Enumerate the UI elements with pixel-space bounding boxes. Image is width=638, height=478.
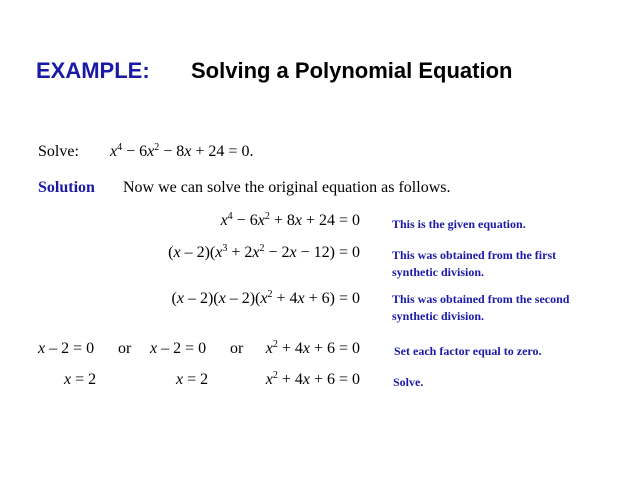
- problem-equation: $x^4 - 6x^2 - 8x + 24 = 0$.: [110, 142, 254, 160]
- factor-eq-2: x – 2 = 0: [150, 340, 207, 357]
- equation-given: $x^4 - 6x^2 + 8x + 24 = 0$: [220, 211, 360, 229]
- note-second-division-line1: This was obtained from the second: [392, 292, 570, 306]
- solve-label: Solve:: [38, 143, 79, 160]
- note-set-factors: Set each factor equal to zero.: [394, 344, 542, 358]
- example-label: EXAMPLE:: [36, 58, 150, 83]
- factor-eq-1: x – 2 = 0: [38, 340, 95, 357]
- solution-intro: Now we can solve the original equation as follows.: [123, 179, 451, 196]
- equation-first-division: $(x - 2)(x^3 + 2x^2 - 2x - 12) = 0$: [168, 243, 360, 261]
- note-first-division-line2: synthetic division.: [392, 265, 485, 279]
- note-given-equation: This is the given equation.: [392, 217, 526, 231]
- note-first-division-line1: This was obtained from the first: [392, 248, 557, 262]
- note-second-division: [392, 291, 569, 325]
- remaining-quadratic: $x^2 + 4x + 6 = 0$: [265, 370, 360, 388]
- page-title: Solving a Polynomial Equation: [191, 58, 513, 83]
- factor-eq-3: $x^2 + 4x + 6 = 0$: [265, 339, 360, 357]
- or-connector-2: or: [230, 340, 244, 357]
- solution-x2: x = 2: [176, 371, 209, 388]
- solution-label: Solution: [38, 179, 95, 196]
- note-second-division-line2: synthetic division.: [392, 309, 485, 323]
- solution-x1: x = 2: [64, 371, 97, 388]
- or-connector-1: or: [118, 340, 132, 357]
- equation-second-division: $(x - 2)(x - 2)(x^2 + 4x + 6) = 0$: [171, 289, 360, 307]
- note-solve: Solve.: [393, 375, 424, 389]
- note-first-division: [392, 247, 556, 281]
